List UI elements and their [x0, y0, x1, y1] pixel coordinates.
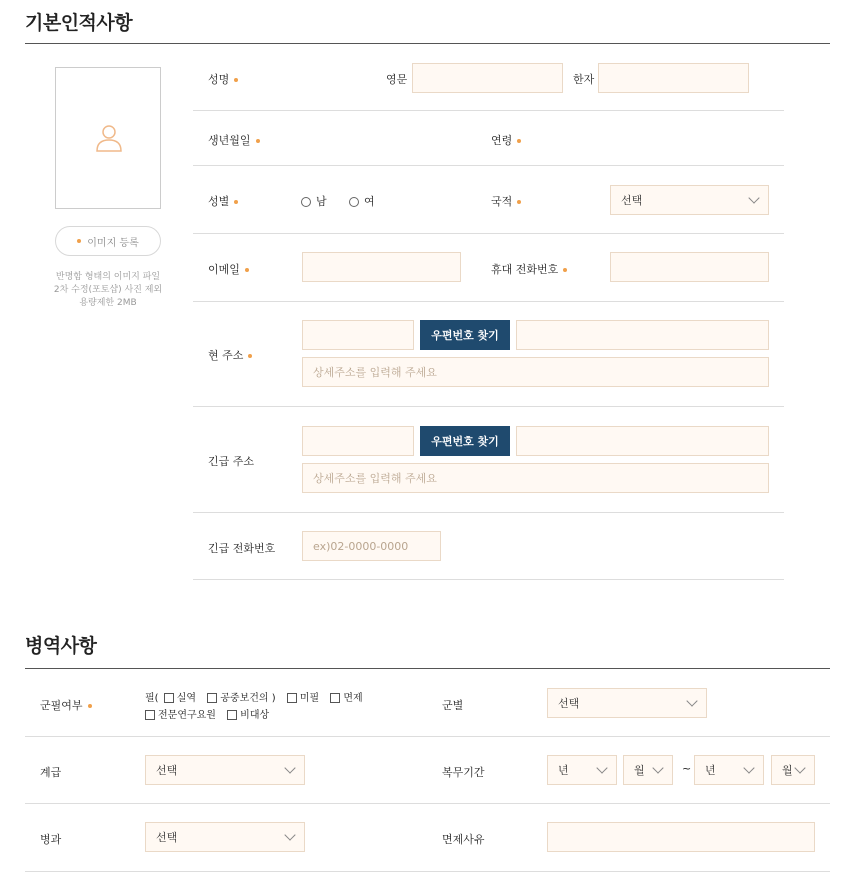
military-branch-select[interactable]: 선택 [547, 688, 707, 718]
row-divider [193, 512, 784, 513]
row-divider [193, 233, 784, 234]
photo-note-line: 용량제한 2MB [79, 298, 137, 308]
row-divider [193, 301, 784, 302]
email-input[interactable] [302, 252, 461, 282]
chevron-down-icon [284, 762, 295, 773]
service-start-year-select[interactable]: 년 [547, 755, 617, 785]
mobile-label: 휴대 전화번호 [491, 261, 567, 277]
military-status-label: 군필여부 [40, 697, 92, 713]
chevron-down-icon [743, 762, 754, 773]
emergency-address-input[interactable] [516, 426, 769, 456]
service-end-month-select[interactable]: 월 [771, 755, 815, 785]
rank-select[interactable]: 선택 [145, 755, 305, 785]
photo-note-line: 2차 수정(포토샵) 사진 제외 [53, 285, 163, 295]
emergency-address-label: 긴급 주소 [208, 455, 255, 468]
emergency-phone-label: 긴급 전화번호 [208, 542, 276, 555]
age-label: 연령 [491, 132, 521, 148]
service-end-year-select[interactable]: 년 [694, 755, 764, 785]
section-title-basic: 기본인적사항 [25, 12, 133, 34]
section-divider [25, 43, 830, 44]
period-separator: ~ [682, 762, 692, 775]
image-upload-label: 이미지 등록 [87, 237, 139, 249]
name-label: 성명 [208, 71, 238, 87]
row-divider [25, 736, 830, 737]
option-exempt[interactable]: 면제 [328, 693, 362, 704]
checkbox-icon [207, 693, 217, 703]
option-unfulfilled[interactable]: 미필 [285, 693, 319, 704]
postcode-input[interactable] [302, 320, 414, 350]
option-research-agent[interactable]: 전문연구요원 [143, 710, 216, 721]
emergency-phone-input[interactable]: ex)02-0000-0000 [302, 531, 441, 561]
gender-male-radio[interactable]: 남 [301, 193, 327, 209]
military-branch-label: 군별 [442, 699, 464, 712]
emergency-postcode-search-button[interactable]: 우편번호 찾기 [420, 426, 510, 456]
chevron-down-icon [748, 192, 759, 203]
option-active-duty[interactable]: 실역 [162, 693, 196, 704]
chevron-down-icon [284, 829, 295, 840]
service-start-month-select[interactable]: 월 [623, 755, 673, 785]
military-status-options-line2 [143, 706, 269, 721]
birth-label: 생년월일 [208, 132, 260, 148]
image-upload-button[interactable] [55, 226, 161, 256]
option-not-applicable[interactable]: 비대상 [225, 710, 269, 721]
checkbox-icon [227, 710, 237, 720]
row-divider [25, 803, 830, 804]
service-period-label: 복무기간 [442, 766, 485, 779]
chevron-down-icon [596, 762, 607, 773]
row-divider [193, 406, 784, 407]
arm-label: 병과 [40, 833, 62, 846]
photo-note-line: 반명함 형태의 이미지 파일 [55, 272, 161, 282]
user-icon [93, 122, 125, 154]
english-name-input[interactable] [412, 63, 563, 93]
checkbox-icon [287, 693, 297, 703]
emergency-postcode-input[interactable] [302, 426, 414, 456]
mobile-input[interactable] [610, 252, 769, 282]
hanja-name-label: 한자 [573, 73, 595, 86]
photo-note [40, 271, 176, 310]
exemption-reason-label: 면제사유 [442, 833, 485, 846]
gender-female-radio[interactable]: 여 [349, 193, 375, 209]
arm-select[interactable]: 선택 [145, 822, 305, 852]
gender-label: 성별 [208, 193, 238, 209]
section-divider [25, 668, 830, 669]
radio-icon [349, 197, 359, 207]
checkbox-icon [145, 710, 155, 720]
postcode-search-button[interactable]: 우편번호 찾기 [420, 320, 510, 350]
row-divider [25, 871, 830, 872]
row-divider [193, 579, 784, 580]
required-dot [77, 239, 81, 243]
rank-label: 계급 [40, 766, 62, 779]
chevron-down-icon [686, 695, 697, 706]
emergency-address-detail-input[interactable]: 상세주소를 입력해 주세요 [302, 463, 769, 493]
nationality-label: 국적 [491, 193, 521, 209]
radio-icon [301, 197, 311, 207]
hanja-name-input[interactable] [598, 63, 749, 93]
checkbox-icon [330, 693, 340, 703]
chevron-down-icon [794, 762, 805, 773]
english-name-label: 영문 [386, 73, 408, 86]
address-detail-input[interactable]: 상세주소를 입력해 주세요 [302, 357, 769, 387]
exemption-reason-input[interactable] [547, 822, 815, 852]
section-title-military: 병역사항 [25, 635, 97, 657]
address-label: 현 주소 [208, 347, 252, 363]
chevron-down-icon [652, 762, 663, 773]
nationality-select[interactable]: 선택 [610, 185, 769, 215]
address-input[interactable] [516, 320, 769, 350]
option-public-health[interactable]: 공중보건의 ) [205, 693, 275, 704]
photo-frame [55, 67, 161, 209]
checkbox-icon [164, 693, 174, 703]
email-label: 이메일 [208, 261, 249, 277]
row-divider [193, 165, 784, 166]
military-status-options-line1: 필( 실역 공중보건의 ) 미필 면제 [145, 693, 363, 704]
row-divider [193, 110, 784, 111]
